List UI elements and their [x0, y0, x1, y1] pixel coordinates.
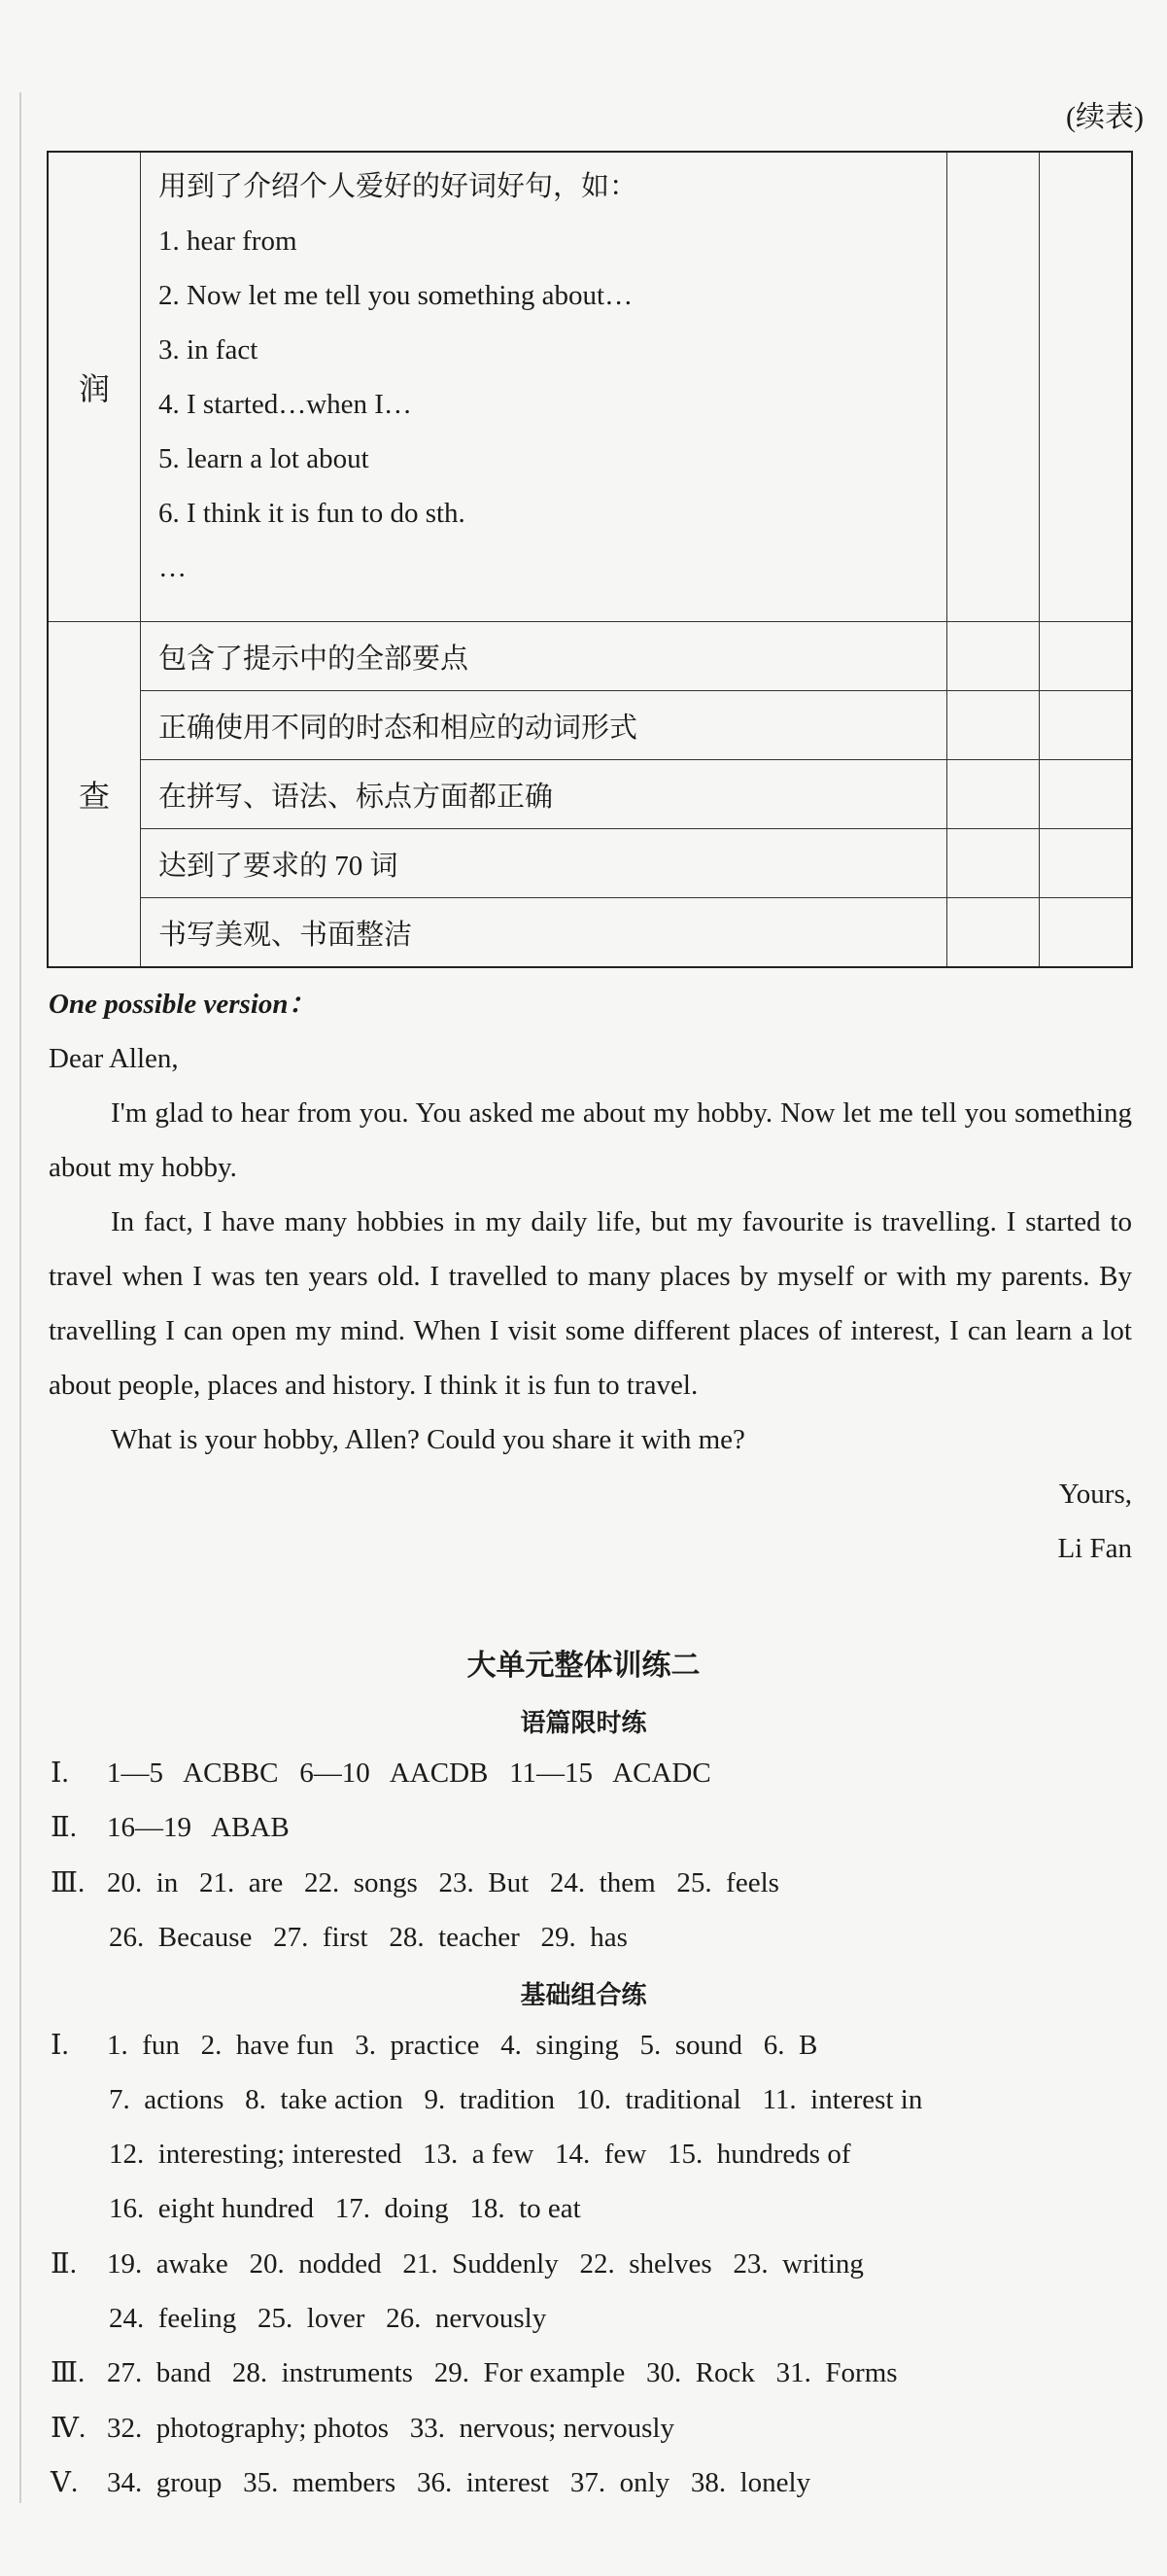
salutation: Dear Allen, — [49, 1043, 179, 1074]
run-item-4: 4. I started…when I… — [158, 389, 412, 420]
margin-rule — [19, 92, 21, 2503]
roman-numeral: Ⅲ. — [51, 2357, 86, 2388]
answer-text: 19. awake 20. nodded 21. Suddenly 22. shelves 23. writing — [107, 2248, 864, 2280]
answer-text: 1—5 ACBBC 6—10 AACDB 11—15 ACADC — [107, 1758, 711, 1789]
category-run: 润 — [48, 152, 141, 622]
roman-numeral: Ⅱ. — [51, 1812, 77, 1843]
score-cell — [947, 152, 1040, 622]
check-item-1: 包含了提示中的全部要点 — [141, 622, 947, 691]
basic-section-title: 基础组合练 — [520, 1981, 647, 2010]
run-intro: 用到了介绍个人爱好的好词好句，如： — [158, 171, 638, 202]
rubric-row-run — [48, 152, 1132, 622]
score-cell — [1040, 622, 1133, 691]
answer-text: 20. in 21. are 22. songs 23. But 24. them 25. feels — [107, 1867, 779, 1898]
closing: Yours, — [1058, 1479, 1132, 1510]
run-item-ellipsis: … — [158, 552, 187, 583]
rubric-row-check — [48, 760, 1132, 829]
unit-title: 大单元整体训练二 — [466, 1649, 701, 1683]
answer-line — [51, 1856, 779, 1910]
answer-line — [51, 2401, 674, 2455]
check-item-4: 达到了要求的 70 词 — [141, 829, 947, 898]
run-item-5: 5. learn a lot about — [158, 443, 369, 474]
roman-numeral: Ⅱ. — [51, 2248, 77, 2280]
answer-text: 27. band 28. instruments 29. For example 30. Rock 31. Forms — [107, 2357, 898, 2388]
score-cell — [947, 691, 1040, 760]
score-cell — [1040, 829, 1133, 898]
roman-numeral: Ⅳ. — [51, 2413, 86, 2444]
run-item-6: 6. I think it is fun to do sth. — [158, 498, 465, 529]
rubric-table — [47, 151, 1133, 968]
rubric-row-check — [48, 691, 1132, 760]
answer-text: 34. group 35. members 36. interest 37. only 38. lonely — [107, 2467, 811, 2498]
answer-line: 24. feeling 25. lover 26. nervously — [109, 2303, 547, 2334]
answer-line: 16. eight hundred 17. doing 18. to eat — [109, 2193, 581, 2224]
rubric-row-check — [48, 898, 1132, 968]
answer-line — [51, 2455, 810, 2510]
answer-text: 16—19 ABAB — [107, 1812, 290, 1843]
check-item-3: 在拼写、语法、标点方面都正确 — [141, 760, 947, 829]
check-item-2: 正确使用不同的时态和相应的动词形式 — [141, 691, 947, 760]
answer-text: 32. photography; photos 33. nervous; nervously — [107, 2413, 674, 2444]
score-cell — [1040, 760, 1133, 829]
roman-numeral: Ⅲ. — [51, 1867, 86, 1898]
run-item-1: 1. hear from — [158, 226, 297, 257]
run-item-3: 3. in fact — [158, 334, 258, 366]
essay-paragraph-3: What is your hobby, Allen? Could you share it with me? — [111, 1424, 745, 1455]
rubric-row-check — [48, 829, 1132, 898]
score-cell — [1040, 898, 1133, 968]
reading-section-title: 语篇限时练 — [520, 1709, 647, 1738]
score-cell — [1040, 152, 1133, 622]
signature: Li Fan — [1057, 1533, 1132, 1564]
answer-line: 12. interesting; interested 13. a few 14. few 15. hundreds of — [109, 2139, 851, 2170]
answer-line — [51, 2346, 898, 2400]
roman-numeral: Ⅴ. — [51, 2467, 79, 2498]
answer-line — [51, 1800, 290, 1855]
answer-line: 7. actions 8. take action 9. tradition 10. traditional 11. interest in — [109, 2084, 923, 2115]
answer-text: 1. fun 2. have fun 3. practice 4. singing 5. sound 6. B — [107, 2030, 818, 2061]
answer-line — [51, 2018, 817, 2072]
roman-numeral: Ⅰ. — [51, 1758, 69, 1789]
score-cell — [1040, 691, 1133, 760]
rubric-row-check — [48, 622, 1132, 691]
check-item-5: 书写美观、书面整洁 — [141, 898, 947, 968]
answer-line — [51, 2237, 864, 2291]
sample-essay — [49, 977, 1132, 1576]
essay-paragraph-2: In fact, I have many hobbies in my daily life, but my favourite is travelling. I started to travel when I was ten years old. I travelled to many places by myself or with my parents. By travelling I can open my mind. When I visit some different places of interest, I can learn a lot about people, places and history. I think it is fun to travel. — [49, 1206, 1132, 1401]
category-check: 查 — [48, 622, 141, 968]
score-cell — [947, 622, 1040, 691]
continued-note: (续表) — [1066, 101, 1144, 133]
score-cell — [947, 829, 1040, 898]
roman-numeral: Ⅰ. — [51, 2030, 69, 2061]
score-cell — [947, 898, 1040, 968]
answer-line — [51, 1746, 711, 1800]
run-item-2: 2. Now let me tell you something about… — [158, 280, 634, 311]
essay-paragraph-1: I'm glad to hear from you. You asked me about my hobby. Now let me tell you something about my hobby. — [49, 1097, 1132, 1183]
score-cell — [947, 760, 1040, 829]
run-description — [141, 152, 947, 622]
version-label: One possible version： — [49, 989, 317, 1020]
answer-line: 26. Because 27. first 28. teacher 29. has — [109, 1922, 628, 1953]
